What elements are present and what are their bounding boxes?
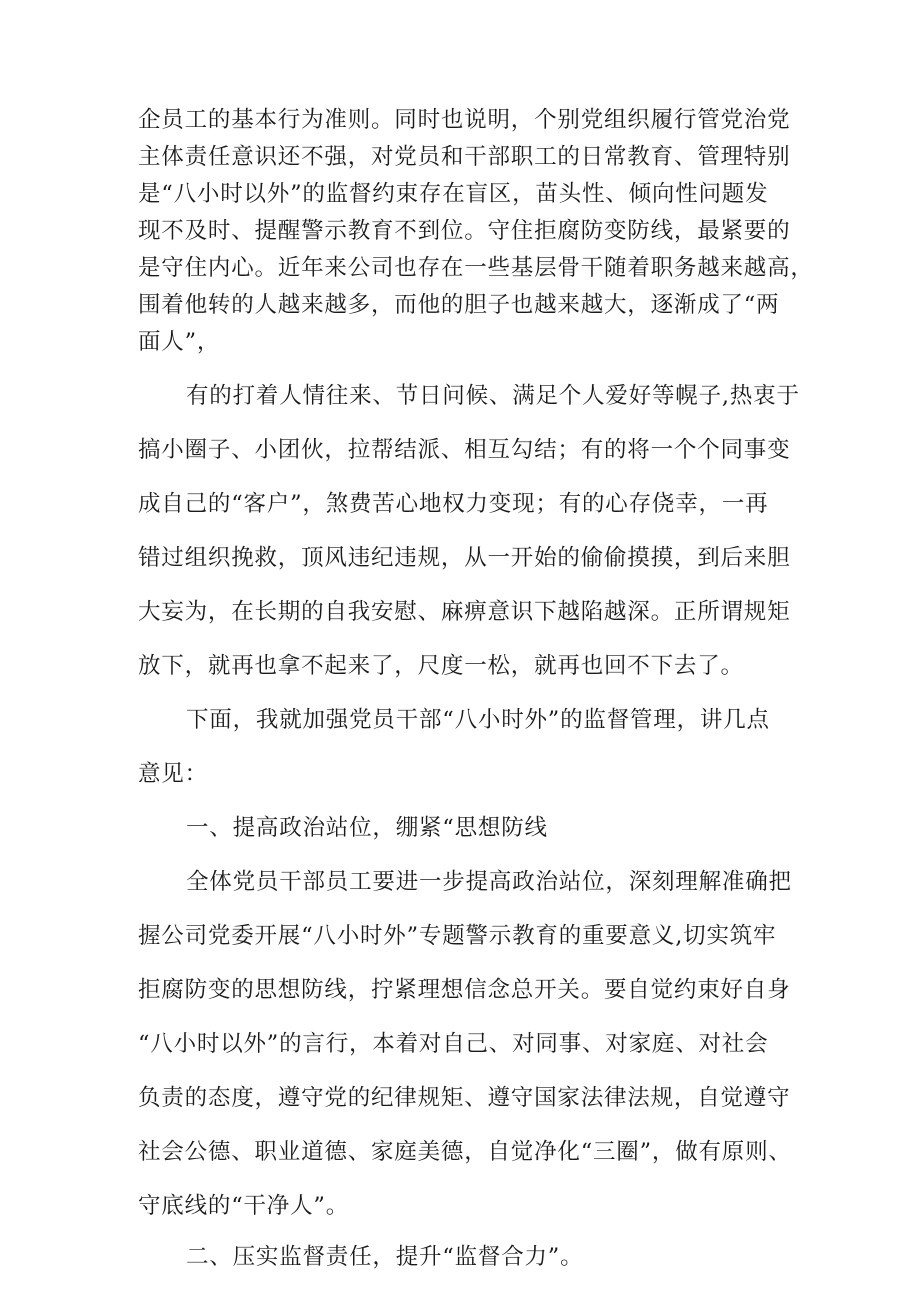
text-line: 成自己的“客户”，煞费苦心地权力变现；有的心存侥幸，一再: [138, 491, 769, 517]
text-line: 是“八小时以外”的监督约束存在盲区，苗头性、倾向性问题发: [138, 181, 769, 207]
text-line: 大妄为，在长期的自我安慰、麻痹意识下越陷越深。正所谓规矩: [138, 599, 791, 625]
text-line: 社会公德、职业道德、家庭美德，自觉净化“三圈”，做有原则、: [138, 1139, 792, 1165]
text-line: 面人”，: [138, 329, 221, 355]
paragraph-first-line: 有的打着人情往来、节日问候、满足个人爱好等幌子,热衷于: [186, 383, 800, 409]
text-line: 负责的态度，遵守党的纪律规矩、遵守国家法律法规，自觉遵守: [138, 1085, 791, 1111]
text-line: 守底线的“干净人”。: [138, 1193, 350, 1219]
text-line: 搞小圈子、小团伙，拉帮结派、相互勾结；有的将一个个同事变: [138, 437, 791, 463]
paragraph-first-line: 下面，我就加强党员干部“八小时外”的监督管理，讲几点: [186, 707, 770, 733]
text-line: 放下，就再也拿不起来了，尺度一松，就再也回不下去了。: [138, 653, 744, 679]
section-heading-2: 二、压实监督责任，提升“监督合力”。: [186, 1244, 584, 1270]
text-line: 拒腐防变的思想防线，拧紧理想信念总开关。要自觉约束好自身: [138, 977, 791, 1003]
paragraph-first-line: 全体党员干部员工要进一步提高政治站位，深刻理解准确把: [186, 869, 792, 895]
text-line: 意见：: [138, 761, 208, 787]
text-line: 握公司党委开展“八小时外”专题警示教育的重要意义,切实筑牢: [138, 923, 777, 949]
text-line: 现不及时、提醒警示教育不到位。守住拒腐防变防线，最紧要的: [138, 218, 791, 244]
text-line: 围着他转的人越来越多，而他的胆子也越来越大，逐渐成了“两: [138, 292, 780, 318]
text-line: “八小时以外”的言行，本着对自己、对同事、对家庭、对社会: [138, 1031, 769, 1057]
text-line: 错过组织挽救，顶风违纪违规，从一开始的偷偷摸摸，到后来胆: [138, 545, 791, 571]
text-line: 是守住内心。近年来公司也存在一些基层骨干随着职务越来越高，: [138, 255, 814, 281]
text-line: 企员工的基本行为准则。同时也说明，个别党组织履行管党治党: [138, 107, 791, 133]
text-line: 主体责任意识还不强，对党员和干部职工的日常教育、管理特别: [138, 144, 791, 170]
section-heading-1: 一、提高政治站位，绷紧“思想防线: [186, 815, 548, 841]
